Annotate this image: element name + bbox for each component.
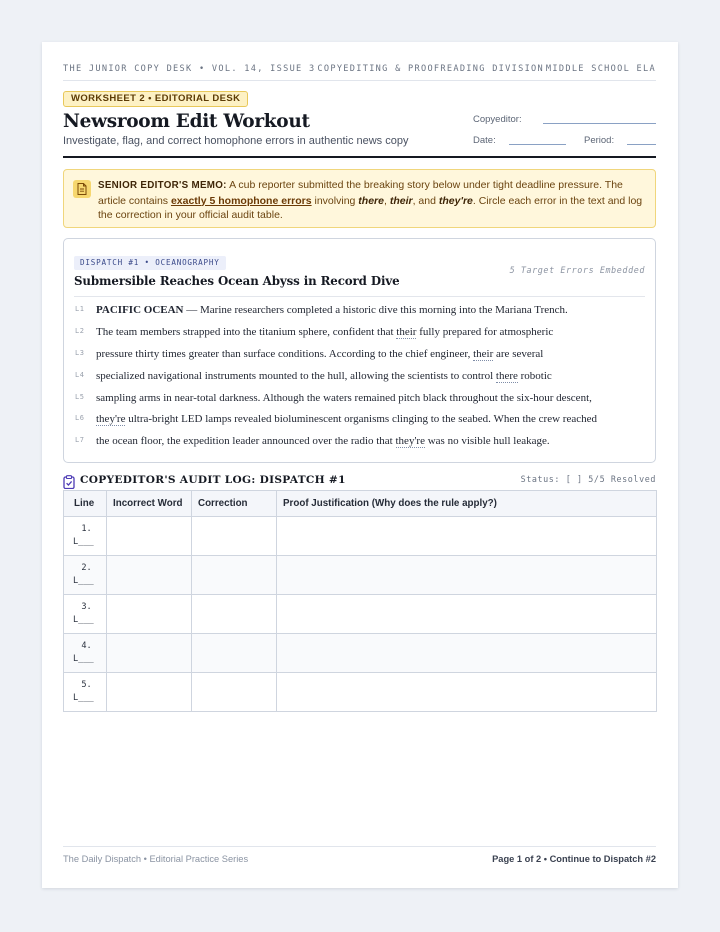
footer-pagination: Page 1 of 2 • Continue to Dispatch #2: [492, 854, 656, 864]
audit-table-header-row: [64, 491, 657, 517]
story-line: [74, 435, 645, 453]
audit-table: [63, 490, 657, 712]
dateline: PACIFIC OCEAN: [96, 304, 184, 316]
row-number: 1.: [81, 524, 92, 534]
memo-word-there: there: [358, 194, 384, 207]
memo-emphasis: exactly 5 homophone errors: [170, 194, 312, 207]
row-number: 5.: [81, 680, 92, 690]
incorrect-word-cell[interactable]: [107, 517, 192, 556]
line-number: L1: [75, 305, 85, 313]
table-row: [64, 673, 657, 712]
row-number: 2.: [81, 563, 92, 573]
line-blank: L___: [73, 615, 94, 625]
memo-word-theyre: they're: [438, 194, 473, 207]
editor-memo: [63, 169, 656, 228]
copyeditor-input-line[interactable]: [543, 115, 656, 124]
dispatch-card: [63, 238, 656, 463]
story-text-segment: fully prepared for atmospheric: [416, 326, 554, 338]
memo-text-1: A cub reporter submitted the breaking story below under tight deadline pressure. The article contains: [98, 179, 623, 207]
col-header-justification: Proof Justification (Why does the rule apply?): [277, 491, 657, 517]
incorrect-word-cell[interactable]: [107, 634, 192, 673]
col-header-correction: Correction: [192, 491, 277, 517]
line-cell[interactable]: [64, 517, 107, 556]
date-label: Date:: [473, 135, 496, 146]
memo-lead: SENIOR EDITOR'S MEMO:: [98, 180, 227, 191]
justification-cell[interactable]: [277, 673, 657, 712]
running-header-center: COPYEDITING & PROOFREADING DIVISION: [317, 64, 544, 74]
line-number: L3: [75, 349, 85, 357]
audit-log-title: COPYEDITOR'S AUDIT LOG: DISPATCH #1: [80, 474, 346, 486]
story-text-segment: robotic: [517, 370, 552, 382]
incorrect-word-cell[interactable]: [107, 595, 192, 634]
justification-cell[interactable]: [277, 556, 657, 595]
period-input-line[interactable]: [627, 136, 656, 145]
audit-log-header: [63, 473, 656, 489]
date-input-line[interactable]: [509, 136, 566, 145]
story-text-segment: specialized navigational instruments mounted to the hull, allowing the scientists to control: [96, 370, 496, 382]
story-line: [74, 370, 645, 388]
row-number: 3.: [81, 602, 92, 612]
homophone-word[interactable]: their: [473, 348, 494, 360]
footer-series: The Daily Dispatch • Editorial Practice Series: [63, 854, 249, 864]
correction-cell[interactable]: [192, 517, 277, 556]
row-number: 4.: [81, 641, 92, 651]
story-text-segment: — Marine researchers completed a historic dive this morning into the Mariana Trench.: [183, 304, 568, 316]
table-row: [64, 556, 657, 595]
correction-cell[interactable]: [192, 556, 277, 595]
line-number: L5: [75, 393, 85, 401]
line-blank: L___: [73, 537, 94, 547]
dispatch-headline: Submersible Reaches Ocean Abyss in Record Dive: [74, 274, 400, 288]
correction-cell[interactable]: [192, 595, 277, 634]
line-blank: L___: [73, 693, 94, 703]
homophone-word[interactable]: there: [495, 370, 518, 382]
title-divider: [63, 156, 656, 158]
target-errors-note: 5 Target Errors Embedded: [509, 265, 645, 275]
table-row: [64, 634, 657, 673]
resolution-status[interactable]: Status: [ ] 5/5 Resolved: [520, 474, 656, 484]
story-line-text: [96, 304, 568, 316]
story-text-segment: was no visible hull leakage.: [424, 435, 550, 447]
incorrect-word-cell[interactable]: [107, 673, 192, 712]
footer-divider: [63, 846, 656, 847]
story-line: [74, 413, 645, 431]
running-header-left: THE JUNIOR COPY DESK • VOL. 14, ISSUE 3: [63, 64, 316, 74]
memo-sep-1: ,: [383, 194, 390, 207]
incorrect-word-cell[interactable]: [107, 556, 192, 595]
story-text-segment: are several: [493, 348, 544, 360]
line-number: L2: [75, 327, 85, 335]
story-line: [74, 304, 645, 322]
story-text-segment: ultra-bright LED lamps revealed bioluminescent organisms clinging to the seabed. When the crew reached: [125, 413, 597, 425]
page-subtitle: Investigate, flag, and correct homophone errors in authentic news copy: [63, 135, 409, 147]
story-text-segment: sampling arms in near-total darkness. Although the waters remained pitch black throughout the six-hour descent,: [96, 392, 592, 404]
document-icon: [73, 180, 91, 198]
story-line-text: [96, 435, 550, 447]
story-text-segment: pressure thirty times greater than surface conditions. According to the chief engineer,: [96, 348, 474, 360]
line-blank: L___: [73, 576, 94, 586]
worksheet-badge: WORKSHEET 2 • EDITORIAL DESK: [63, 91, 248, 107]
dispatch-tag: DISPATCH #1 • OCEANOGRAPHY: [74, 256, 226, 270]
homophone-word[interactable]: they're: [395, 435, 425, 447]
headline-divider: [74, 296, 645, 297]
correction-cell[interactable]: [192, 634, 277, 673]
memo-text-3: . Circle each error in the text and log the correction in your official audit table.: [98, 194, 643, 221]
story-line-text: [96, 370, 552, 382]
story-line: [74, 326, 645, 344]
memo-word-their: their: [389, 194, 413, 207]
table-row: [64, 595, 657, 634]
worksheet-page: [42, 42, 678, 888]
line-cell[interactable]: [64, 595, 107, 634]
story-line-text: [96, 392, 592, 404]
line-blank: L___: [73, 654, 94, 664]
story-line-text: [96, 326, 553, 338]
page-title: Newsroom Edit Workout: [63, 111, 310, 132]
table-row: [64, 517, 657, 556]
story-line: [74, 392, 645, 410]
line-cell[interactable]: [64, 673, 107, 712]
story-line: [74, 348, 645, 366]
col-header-incorrect-word: Incorrect Word: [107, 491, 192, 517]
line-number: L4: [75, 371, 85, 379]
story-text-segment: the ocean floor, the expedition leader announced over the radio that: [96, 435, 396, 447]
story-line-text: [96, 413, 597, 425]
story-line-text: [96, 348, 543, 360]
header-divider: [63, 80, 656, 81]
homophone-word[interactable]: their: [396, 326, 417, 338]
justification-cell[interactable]: [277, 595, 657, 634]
page-content: [63, 42, 656, 888]
line-cell[interactable]: [64, 634, 107, 673]
homophone-word[interactable]: they're: [96, 413, 126, 425]
running-header-right: MIDDLE SCHOOL ELA: [545, 64, 656, 74]
line-number: L7: [75, 436, 85, 444]
line-cell[interactable]: [64, 556, 107, 595]
period-label: Period:: [584, 135, 615, 146]
copyeditor-label: Copyeditor:: [473, 114, 522, 125]
memo-sep-2: , and: [412, 194, 439, 207]
col-header-line: Line: [64, 491, 107, 517]
running-header: [63, 64, 656, 80]
justification-cell[interactable]: [277, 517, 657, 556]
line-number: L6: [75, 414, 85, 422]
correction-cell[interactable]: [192, 673, 277, 712]
justification-cell[interactable]: [277, 634, 657, 673]
memo-text-2: involving: [311, 194, 359, 207]
story-text-segment: The team members strapped into the titanium sphere, confident that: [96, 326, 397, 338]
